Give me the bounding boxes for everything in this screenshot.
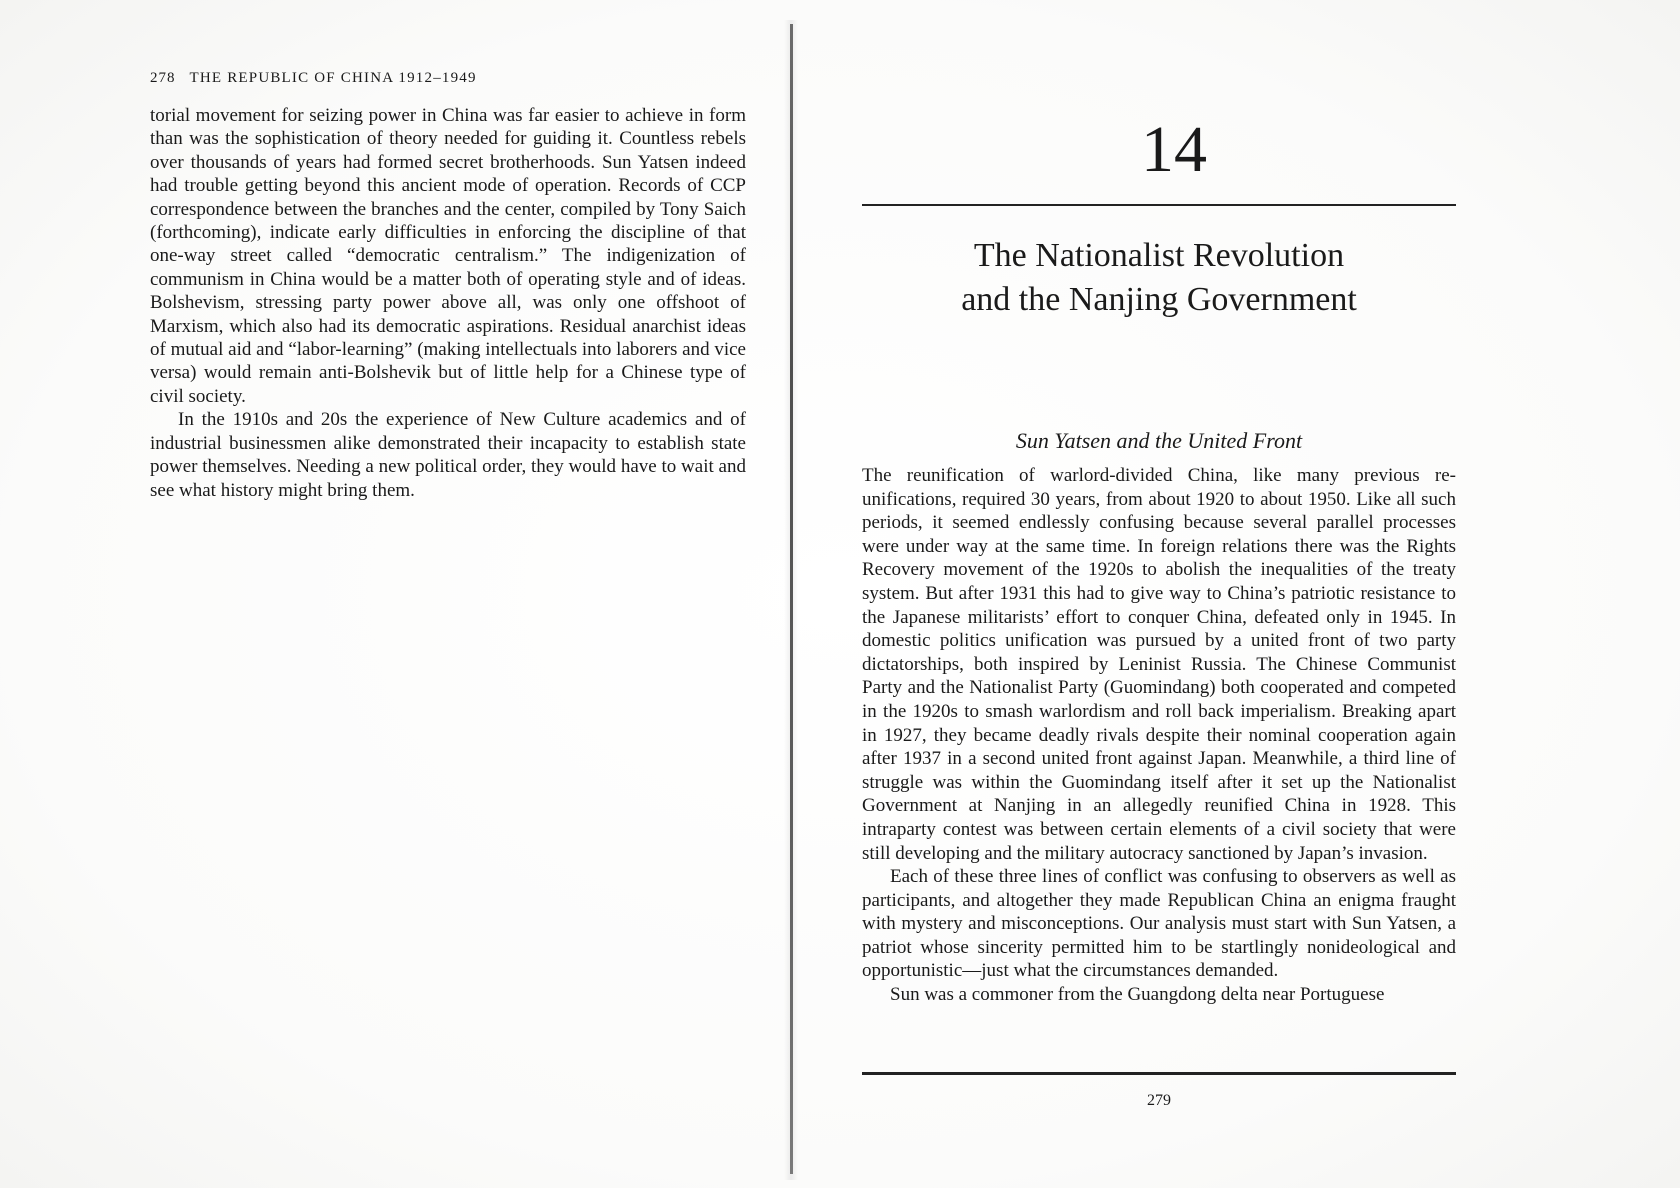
chapter-number: 14 [1141, 113, 1207, 186]
running-head [150, 70, 746, 92]
page-number-right: 279 [1147, 1092, 1171, 1109]
chapter-rule [862, 204, 1456, 206]
left-page-body [150, 104, 746, 502]
right-page [862, 110, 1456, 1007]
paragraph: Each of these three lines of conflict was confusing to observers as well as participants, and altogether they made Republican China an enigma fraught with mystery and misconceptions. Our analysis must start with Sun Yatsen, a patriot whose sincerity permitted him to be startlingly nonideological and opportunistic—just what the circumstances demanded. [862, 866, 1456, 982]
paragraph: Sun was a commoner from the Guangdong delta near Portuguese [890, 984, 1385, 1006]
paragraph: The reunification of warlord-divided China, like many previous re-unifications, required 30 years, from about 1920 to about 1950. Like all such periods, it seemed endlessly confusing because several parallel processes were under way at the same time. In foreign relations there was the Rights Recovery movement of the 1920s to abolish the inequalities of the treaty system. But after 1931 this had to give way to China’s patriotic resistance to the Japanese militarists’ effort to conquer China, defeated only in 1945. In domestic politics unification was pursued by a united front of two party dictatorships, both inspired by Leninist Russia. The Chinese Communist Party and the Nationalist Party (Guomindang) both cooperated and competed in the 1920s to smash warlordism and roll back imperialism. Breaking apart in 1927, they became deadly rivals despite their nominal cooperation again after 1937 in a second united front against Japan. Meanwhile, a third line of struggle was within the Guomindang itself after it set up the Nationalist Government at Nanjing in an allegedly reunified China in 1928. This intraparty contest was between certain elements of a civil society that were still developing and the military autocracy sanctioned by Japan’s invasion. [862, 465, 1456, 864]
right-page-body [862, 464, 1456, 1007]
running-head-title: THE REPUBLIC OF CHINA 1912–1949 [189, 70, 477, 86]
page-number-left: 278 [150, 70, 176, 86]
section-heading: Sun Yatsen and the United Front [1015, 428, 1303, 453]
left-page [150, 70, 746, 502]
bottom-rule [862, 1072, 1456, 1075]
chapter-title [862, 234, 1456, 322]
chapter-title-line: and the Nanjing Government [961, 281, 1357, 318]
paragraph: torial movement for seizing power in China was far easier to achieve in form than was the sophistication of theory needed for guiding it. Countless rebels over thousands of years had formed secret brotherhoods. Sun Yatsen indeed had trouble getting beyond this ancient mode of operation. Records of CCP correspondence between the branches and the center, compiled by Tony Saich (forthcoming), indicate early difficulties in enforcing the discipline of that one-way street called “democratic centralism.” The indigenization of communism in China would be a matter both of operating style and of ideas. Bolshevism, stressing party power above all, was only one offshoot of Marxism, which also had its democratic aspirations. Residual anarchist ideas of mutual aid and “labor-learning” (making intellectuals into laborers and vice versa) would remain anti-Bolshevik but of little help for a Chinese type of civil society. [150, 105, 746, 407]
chapter-title-line: The Nationalist Revolution [973, 237, 1345, 274]
paragraph: In the 1910s and 20s the experience of New Culture academics and of industrial businessmen alike demonstrated their incapacity to establish state power themselves. Needing a new political order, they would have to wait and see what history might bring them. [150, 409, 746, 501]
book-gutter [790, 24, 793, 1174]
